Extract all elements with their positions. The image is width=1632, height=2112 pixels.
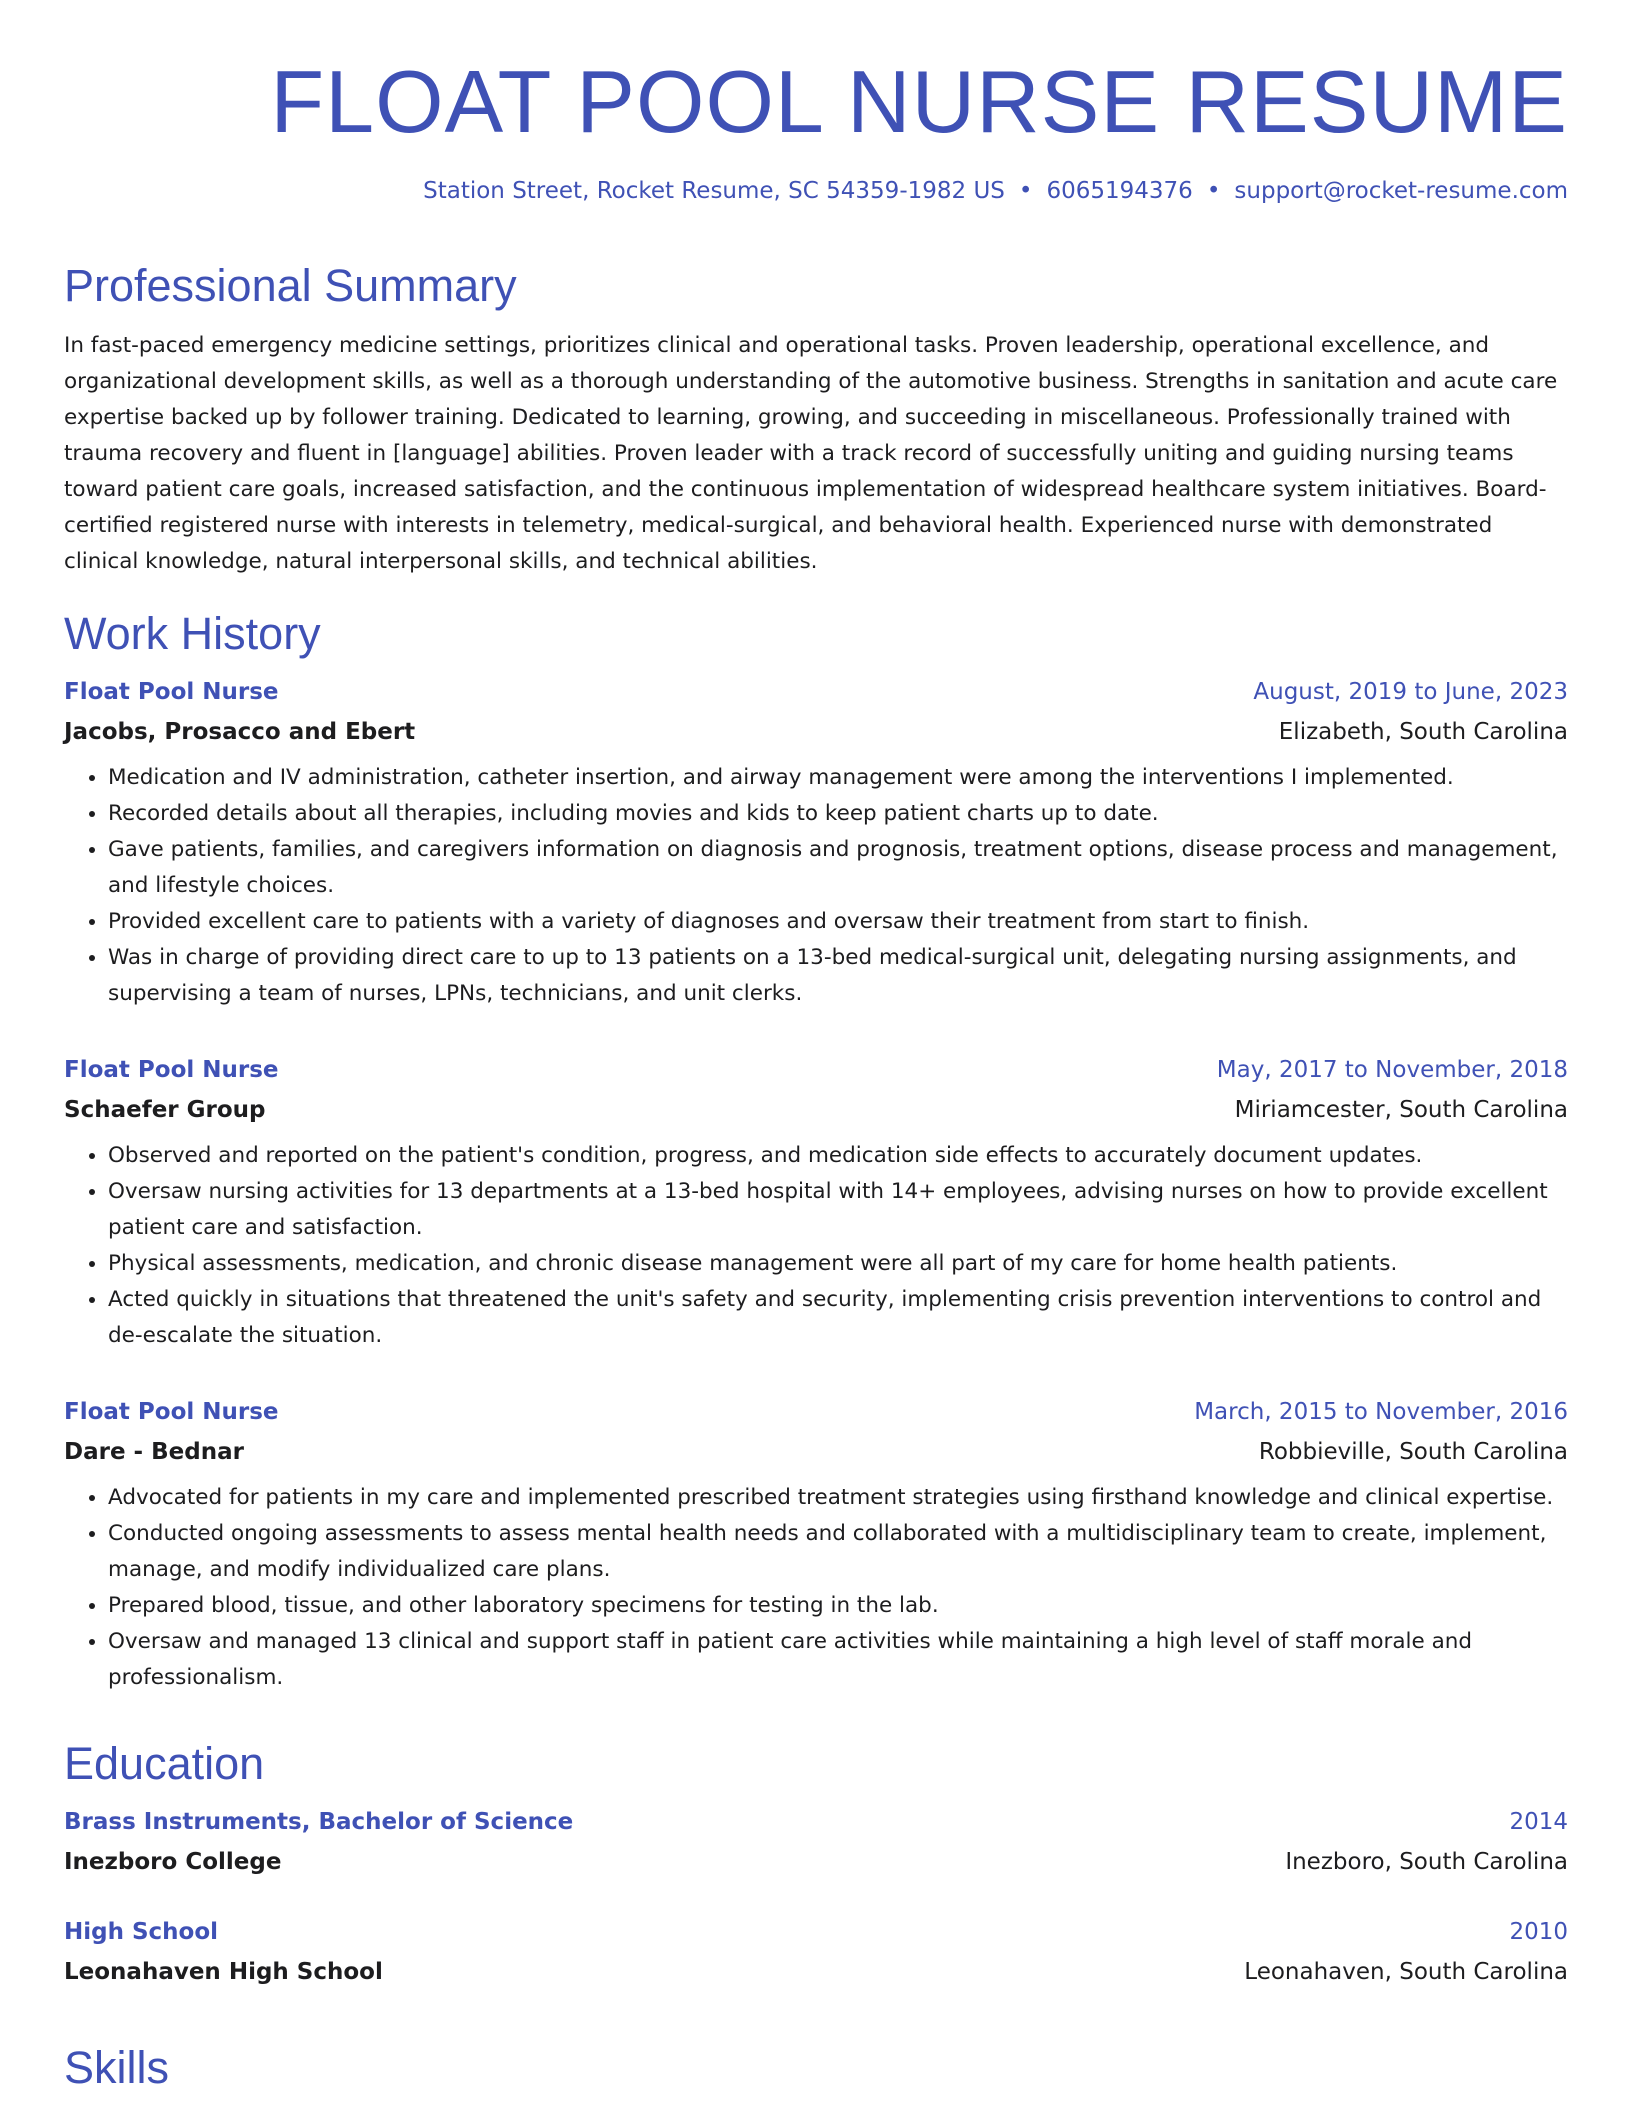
list-item: • Physical assessments, medication, and chronic disease management were all part of my care for home health patients. bbox=[108, 1246, 1568, 1282]
education-degree: Brass Instruments, Bachelor of Science bbox=[64, 1809, 574, 1835]
education-entry bbox=[64, 1912, 1568, 1992]
section-title-skills: Skills bbox=[64, 2042, 170, 2093]
list-item: • Oversaw nursing activities for 13 departments at a 13-bed hospital with 14+ employees, advising nurses on how to provide excellent patient care and satisfaction. bbox=[108, 1174, 1568, 1246]
list-item: • Recorded details about all therapies, including movies and kids to keep patient charts up to date. bbox=[108, 796, 1568, 832]
list-item: • Acted quickly in situations that threatened the unit's safety and security, implementing crisis prevention interventions to control and de-escalate the situation. bbox=[108, 1282, 1568, 1354]
summary-section bbox=[64, 258, 1568, 580]
job-company: Dare - Bednar bbox=[64, 1439, 244, 1465]
education-location: Leonahaven, South Carolina bbox=[1244, 1959, 1568, 1985]
list-item: • Conducted ongoing assessments to assess mental health needs and collaborated with a multidisciplinary team to create, implement, manage, and modify individualized care plans. bbox=[108, 1516, 1568, 1588]
job-bullets bbox=[64, 1138, 1568, 1354]
education-school: Leonahaven High School bbox=[64, 1959, 383, 1985]
job-role: Float Pool Nurse bbox=[64, 1057, 279, 1083]
contact-line bbox=[423, 178, 1568, 204]
job-dates: March, 2015 to November, 2016 bbox=[1194, 1399, 1568, 1425]
job-entry bbox=[64, 672, 1568, 1012]
contact-email: support@rocket-resume.com bbox=[1234, 178, 1568, 204]
summary-text: In fast-paced emergency medicine settings, prioritizes clinical and operational tasks. Proven leadership, operational excellence, and organizational development skills, as well as a thorough understanding of the automotive business. Strengths in sanitation and acute care expertise backed up by follower training. Dedicated to learning, growing, and succeeding in miscellaneous. Professionally trained with trauma recovery and fluent in [language] abilities. Proven leader with a track record of successfully uniting and guiding nursing teams toward patient care goals, increased satisfaction, and the continuous implementation of widespread healthcare system initiatives. Board-certified registered nurse with interests in telemetry, medical-surgical, and behavioral health. Experienced nurse with demonstrated clinical knowledge, natural interpersonal skills, and technical abilities. bbox=[64, 333, 1558, 574]
list-item: • Prepared blood, tissue, and other laboratory specimens for testing in the lab. bbox=[108, 1588, 1568, 1624]
contact-address: Station Street, Rocket Resume, SC 54359-1982 US bbox=[423, 178, 1005, 204]
job-bullets bbox=[64, 1480, 1568, 1696]
list-item: • Medication and IV administration, catheter insertion, and airway management were among the interventions I implemented. bbox=[108, 760, 1568, 796]
job-role: Float Pool Nurse bbox=[64, 1399, 279, 1425]
contact-separator: • bbox=[1206, 178, 1221, 204]
education-entry bbox=[64, 1802, 1568, 1882]
job-bullets bbox=[64, 760, 1568, 1012]
resume-title: FLOAT POOL NURSE RESUME bbox=[270, 52, 1568, 151]
education-year: 2010 bbox=[1509, 1919, 1568, 1945]
job-dates: August, 2019 to June, 2023 bbox=[1253, 679, 1568, 705]
contact-phone: 6065194376 bbox=[1046, 178, 1193, 204]
job-entry bbox=[64, 1392, 1568, 1696]
list-item: • Was in charge of providing direct care to up to 13 patients on a 13-bed medical-surgical unit, delegating nursing assignments, and supervising a team of nurses, LPNs, technicians, and unit clerks. bbox=[108, 940, 1568, 1012]
education-year: 2014 bbox=[1509, 1809, 1568, 1835]
contact-separator: • bbox=[1018, 178, 1033, 204]
job-location: Elizabeth, South Carolina bbox=[1278, 719, 1568, 745]
education-school: Inezboro College bbox=[64, 1849, 282, 1875]
job-location: Miriamcester, South Carolina bbox=[1234, 1097, 1568, 1123]
work-history-section bbox=[64, 606, 1568, 662]
section-title-summary: Professional Summary bbox=[64, 260, 517, 311]
job-entry bbox=[64, 1050, 1568, 1354]
education-section bbox=[64, 1736, 1568, 1792]
education-location: Inezboro, South Carolina bbox=[1285, 1849, 1568, 1875]
education-degree: High School bbox=[64, 1919, 219, 1945]
list-item: • Gave patients, families, and caregivers information on diagnosis and prognosis, treatment options, disease process and management, and lifestyle choices. bbox=[108, 832, 1568, 904]
skills-section bbox=[64, 2040, 1568, 2096]
job-dates: May, 2017 to November, 2018 bbox=[1216, 1057, 1568, 1083]
list-item: • Advocated for patients in my care and implemented prescribed treatment strategies using firsthand knowledge and clinical expertise. bbox=[108, 1480, 1568, 1516]
list-item: • Provided excellent care to patients with a variety of diagnoses and oversaw their treatment from start to finish. bbox=[108, 904, 1568, 940]
section-title-work: Work History bbox=[64, 608, 321, 659]
job-role: Float Pool Nurse bbox=[64, 679, 279, 705]
list-item: • Oversaw and managed 13 clinical and support staff in patient care activities while maintaining a high level of staff morale and professionalism. bbox=[108, 1624, 1568, 1696]
job-location: Robbieville, South Carolina bbox=[1258, 1439, 1568, 1465]
job-company: Schaefer Group bbox=[64, 1097, 266, 1123]
section-title-education: Education bbox=[64, 1738, 265, 1789]
job-company: Jacobs, Prosacco and Ebert bbox=[64, 719, 416, 745]
list-item: • Observed and reported on the patient's condition, progress, and medication side effects to accurately document updates. bbox=[108, 1138, 1568, 1174]
